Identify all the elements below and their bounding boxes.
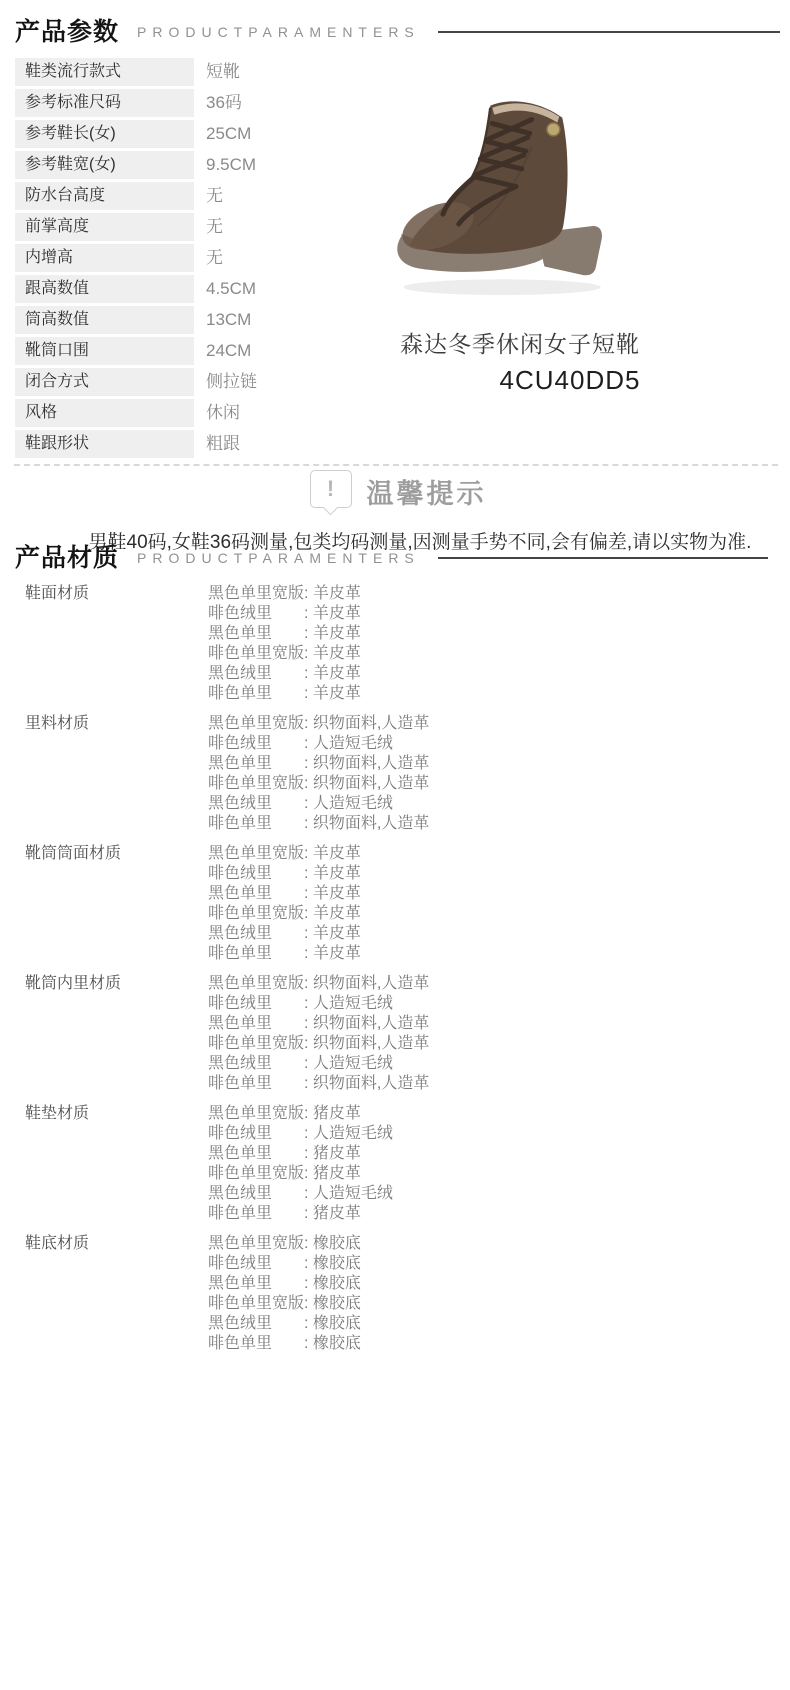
material-variant-name: 啡色绒里	[208, 735, 273, 752]
material-colon: :	[304, 1255, 313, 1272]
material-line	[208, 904, 361, 924]
material-colon: :	[304, 625, 313, 642]
material-value: 橡胶底	[312, 1335, 361, 1352]
param-value: 休闲	[206, 403, 240, 422]
material-value: 猪皮革	[312, 1165, 361, 1182]
materials-list	[25, 584, 429, 1364]
material-value: 橡胶底	[312, 1255, 361, 1272]
material-value: 羊皮革	[312, 585, 361, 602]
material-line	[208, 734, 429, 754]
section-title: 产品材质	[15, 544, 120, 572]
material-value: 织物面料,人造革	[312, 815, 430, 832]
material-line	[208, 1144, 393, 1164]
material-variant-name: 啡色绒里	[208, 1255, 273, 1272]
section-subtitle: PRODUCTPARAMENTERS	[137, 23, 420, 40]
material-variant-name: 黑色单里	[208, 755, 273, 772]
boot-illustration	[382, 88, 637, 300]
material-colon: :	[304, 865, 313, 882]
material-variant-name: 啡色单里宽版	[208, 1295, 305, 1312]
material-line	[208, 1104, 393, 1124]
material-value: 人造短毛绒	[312, 1125, 393, 1142]
material-lines	[208, 974, 429, 1094]
material-value: 猪皮革	[312, 1105, 361, 1122]
material-line	[208, 644, 361, 664]
material-block	[25, 584, 429, 704]
header-rule	[438, 31, 780, 33]
material-variant-name: 啡色单里	[208, 1075, 273, 1092]
material-variant-name: 啡色单里	[208, 1205, 273, 1222]
param-row	[15, 430, 435, 458]
material-line	[208, 604, 361, 624]
material-line	[208, 1334, 361, 1354]
material-colon: :	[304, 1145, 313, 1162]
material-line	[208, 924, 361, 944]
material-value: 橡胶底	[312, 1295, 361, 1312]
material-variant-name: 黑色绒里	[208, 1315, 273, 1332]
material-value: 人造短毛绒	[312, 1055, 393, 1072]
product-figure	[350, 88, 650, 396]
material-variant-name: 黑色单里宽版	[208, 715, 305, 732]
param-value: 13CM	[206, 310, 252, 329]
material-value: 橡胶底	[312, 1315, 361, 1332]
material-line	[208, 814, 429, 834]
material-label: 靴筒筒面材质	[25, 845, 122, 862]
material-value: 羊皮革	[312, 645, 361, 662]
material-colon: :	[304, 735, 313, 752]
material-value: 猪皮革	[312, 1205, 361, 1222]
param-value: 4.5CM	[206, 279, 257, 298]
material-variant-name: 啡色单里宽版	[208, 1165, 305, 1182]
material-colon: :	[304, 1185, 313, 1202]
material-label: 靴筒内里材质	[25, 975, 122, 992]
material-colon: :	[304, 665, 313, 682]
exclamation-bubble-icon: !	[310, 470, 352, 508]
material-variant-name: 黑色单里	[208, 625, 273, 642]
material-variant-name: 黑色绒里	[208, 925, 273, 942]
material-variant-name: 啡色绒里	[208, 605, 273, 622]
material-line	[208, 1014, 429, 1034]
material-colon: :	[304, 1015, 313, 1032]
product-caption: 森达冬季休闲女子短靴	[400, 331, 640, 357]
material-variant-name: 啡色单里	[208, 685, 273, 702]
material-variant-name: 黑色单里	[208, 1145, 273, 1162]
material-colon: :	[304, 1055, 313, 1072]
material-value: 织物面料,人造革	[312, 1075, 430, 1092]
material-value: 羊皮革	[312, 865, 361, 882]
material-line	[208, 1274, 361, 1294]
material-colon: :	[304, 1165, 313, 1182]
material-colon: :	[304, 1315, 313, 1332]
material-value: 羊皮革	[312, 945, 361, 962]
material-value: 织物面料,人造革	[312, 715, 430, 732]
param-label: 参考鞋长(女)	[15, 120, 194, 148]
material-variant-name: 黑色单里宽版	[208, 1235, 305, 1252]
material-colon: :	[304, 1075, 313, 1092]
param-value: 粗跟	[206, 434, 240, 453]
product-parameters-header	[15, 12, 780, 48]
material-value: 羊皮革	[312, 905, 361, 922]
param-value: 24CM	[206, 341, 252, 360]
material-block	[25, 1234, 429, 1354]
header-rule	[438, 557, 768, 559]
material-colon: :	[304, 1275, 313, 1292]
material-value: 织物面料,人造革	[312, 975, 430, 992]
material-variant-name: 黑色绒里	[208, 665, 273, 682]
material-value: 人造短毛绒	[312, 795, 393, 812]
material-colon: :	[304, 715, 313, 732]
material-variant-name: 啡色单里	[208, 945, 273, 962]
material-line	[208, 1184, 393, 1204]
material-colon: :	[304, 755, 313, 772]
material-variant-name: 啡色单里宽版	[208, 1035, 305, 1052]
material-variant-name: 黑色单里宽版	[208, 845, 305, 862]
tips-body: 男鞋40码,女鞋36码测量,包类均码测量,因测量手势不同,会有偏差,请以实物为准.	[88, 532, 752, 553]
material-variant-name: 啡色单里	[208, 815, 273, 832]
param-value: 无	[206, 248, 223, 267]
tips-title: 温馨提示	[366, 479, 487, 509]
material-value: 羊皮革	[312, 685, 361, 702]
param-label: 防水台高度	[15, 182, 194, 210]
material-line	[208, 754, 429, 774]
param-label: 鞋跟形状	[15, 430, 194, 458]
material-line	[208, 684, 361, 704]
material-colon: :	[304, 1205, 313, 1222]
material-lines	[208, 844, 361, 964]
material-colon: :	[304, 975, 313, 992]
material-line	[208, 1034, 429, 1054]
material-line	[208, 1234, 361, 1254]
material-variant-name: 黑色单里	[208, 1275, 273, 1292]
material-colon: :	[304, 945, 313, 962]
material-colon: :	[304, 1335, 313, 1352]
material-line	[208, 664, 361, 684]
section-title: 产品参数	[15, 18, 120, 46]
param-value: 短靴	[206, 62, 240, 81]
material-value: 织物面料,人造革	[312, 1015, 430, 1032]
material-variant-name: 啡色绒里	[208, 1125, 273, 1142]
material-label: 鞋面材质	[25, 585, 90, 602]
material-line	[208, 944, 361, 964]
material-value: 织物面料,人造革	[312, 775, 430, 792]
material-line	[208, 994, 429, 1014]
material-variant-name: 啡色单里宽版	[208, 905, 305, 922]
material-block	[25, 1104, 429, 1224]
material-value: 人造短毛绒	[312, 735, 393, 752]
material-colon: :	[304, 605, 313, 622]
material-line	[208, 714, 429, 734]
material-lines	[208, 584, 361, 704]
material-value: 橡胶底	[312, 1235, 361, 1252]
material-variant-name: 黑色单里	[208, 1015, 273, 1032]
material-variant-name: 黑色绒里	[208, 1185, 273, 1202]
param-value: 无	[206, 217, 223, 236]
material-lines	[208, 714, 429, 834]
material-value: 羊皮革	[312, 925, 361, 942]
material-line	[208, 1294, 361, 1314]
material-value: 橡胶底	[312, 1275, 361, 1292]
param-label: 鞋类流行款式	[15, 58, 194, 86]
product-image	[382, 88, 637, 300]
material-value: 羊皮革	[312, 885, 361, 902]
material-value: 猪皮革	[312, 1145, 361, 1162]
material-variant-name: 啡色绒里	[208, 995, 273, 1012]
material-colon: :	[304, 1105, 313, 1122]
material-line	[208, 774, 429, 794]
param-value: 9.5CM	[206, 155, 257, 174]
param-row	[15, 58, 435, 86]
material-colon: :	[304, 795, 313, 812]
material-colon: :	[304, 1035, 313, 1052]
material-colon: :	[304, 685, 313, 702]
param-value: 无	[206, 186, 223, 205]
param-label: 靴筒口围	[15, 337, 194, 365]
material-variant-name: 啡色绒里	[208, 865, 273, 882]
material-value: 羊皮革	[312, 845, 361, 862]
material-colon: :	[304, 1125, 313, 1142]
material-block	[25, 974, 429, 1094]
material-line	[208, 1254, 361, 1274]
material-line	[208, 864, 361, 884]
material-colon: :	[304, 1235, 313, 1252]
material-value: 羊皮革	[312, 605, 361, 622]
section-subtitle: PRODUCTPARAMENTERS	[137, 549, 420, 566]
param-label: 跟高数值	[15, 275, 194, 303]
dashed-divider	[14, 464, 778, 466]
product-materials-header	[15, 538, 768, 574]
material-colon: :	[304, 645, 313, 662]
material-line	[208, 584, 361, 604]
material-colon: :	[304, 885, 313, 902]
material-label: 鞋垫材质	[25, 1105, 90, 1122]
param-value: 侧拉链	[206, 372, 257, 391]
material-line	[208, 884, 361, 904]
material-variant-name: 黑色单里宽版	[208, 1105, 305, 1122]
material-variant-name: 黑色单里宽版	[208, 585, 305, 602]
param-label: 参考标准尺码	[15, 89, 194, 117]
material-line	[208, 844, 361, 864]
param-value: 36码	[206, 93, 242, 112]
param-label: 风格	[15, 399, 194, 427]
material-variant-name: 黑色绒里	[208, 795, 273, 812]
material-variant-name: 啡色单里宽版	[208, 775, 305, 792]
material-line	[208, 794, 429, 814]
material-colon: :	[304, 815, 313, 832]
material-variant-name: 啡色单里宽版	[208, 645, 305, 662]
param-label: 闭合方式	[15, 368, 194, 396]
material-line	[208, 974, 429, 994]
material-line	[208, 1124, 393, 1144]
material-value: 织物面料,人造革	[312, 755, 430, 772]
material-value: 羊皮革	[312, 625, 361, 642]
material-line	[208, 1314, 361, 1334]
material-value: 人造短毛绒	[312, 995, 393, 1012]
material-line	[208, 1074, 429, 1094]
material-colon: :	[304, 995, 313, 1012]
material-block	[25, 714, 429, 834]
material-variant-name: 黑色绒里	[208, 1055, 273, 1072]
material-colon: :	[304, 905, 313, 922]
material-line	[208, 1204, 393, 1224]
material-variant-name: 啡色单里	[208, 1335, 273, 1352]
material-value: 人造短毛绒	[312, 1185, 393, 1202]
material-value: 织物面料,人造革	[312, 1035, 430, 1052]
material-value: 羊皮革	[312, 665, 361, 682]
param-label: 内增高	[15, 244, 194, 272]
material-lines	[208, 1104, 393, 1224]
material-label: 里料材质	[25, 715, 90, 732]
material-colon: :	[304, 845, 313, 862]
param-value: 25CM	[206, 124, 252, 143]
tips-header	[0, 470, 790, 511]
param-row	[15, 399, 435, 427]
material-label: 鞋底材质	[25, 1235, 90, 1252]
product-model-code: 4CU40DD5	[499, 365, 641, 395]
material-variant-name: 黑色单里宽版	[208, 975, 305, 992]
material-colon: :	[304, 1295, 313, 1312]
material-colon: :	[304, 925, 313, 942]
material-variant-name: 黑色单里	[208, 885, 273, 902]
material-line	[208, 624, 361, 644]
material-colon: :	[304, 775, 313, 792]
param-label: 前掌高度	[15, 213, 194, 241]
material-line	[208, 1054, 429, 1074]
material-line	[208, 1164, 393, 1184]
material-colon: :	[304, 585, 313, 602]
material-block	[25, 844, 429, 964]
material-lines	[208, 1234, 361, 1354]
param-label: 筒高数值	[15, 306, 194, 334]
param-label: 参考鞋宽(女)	[15, 151, 194, 179]
